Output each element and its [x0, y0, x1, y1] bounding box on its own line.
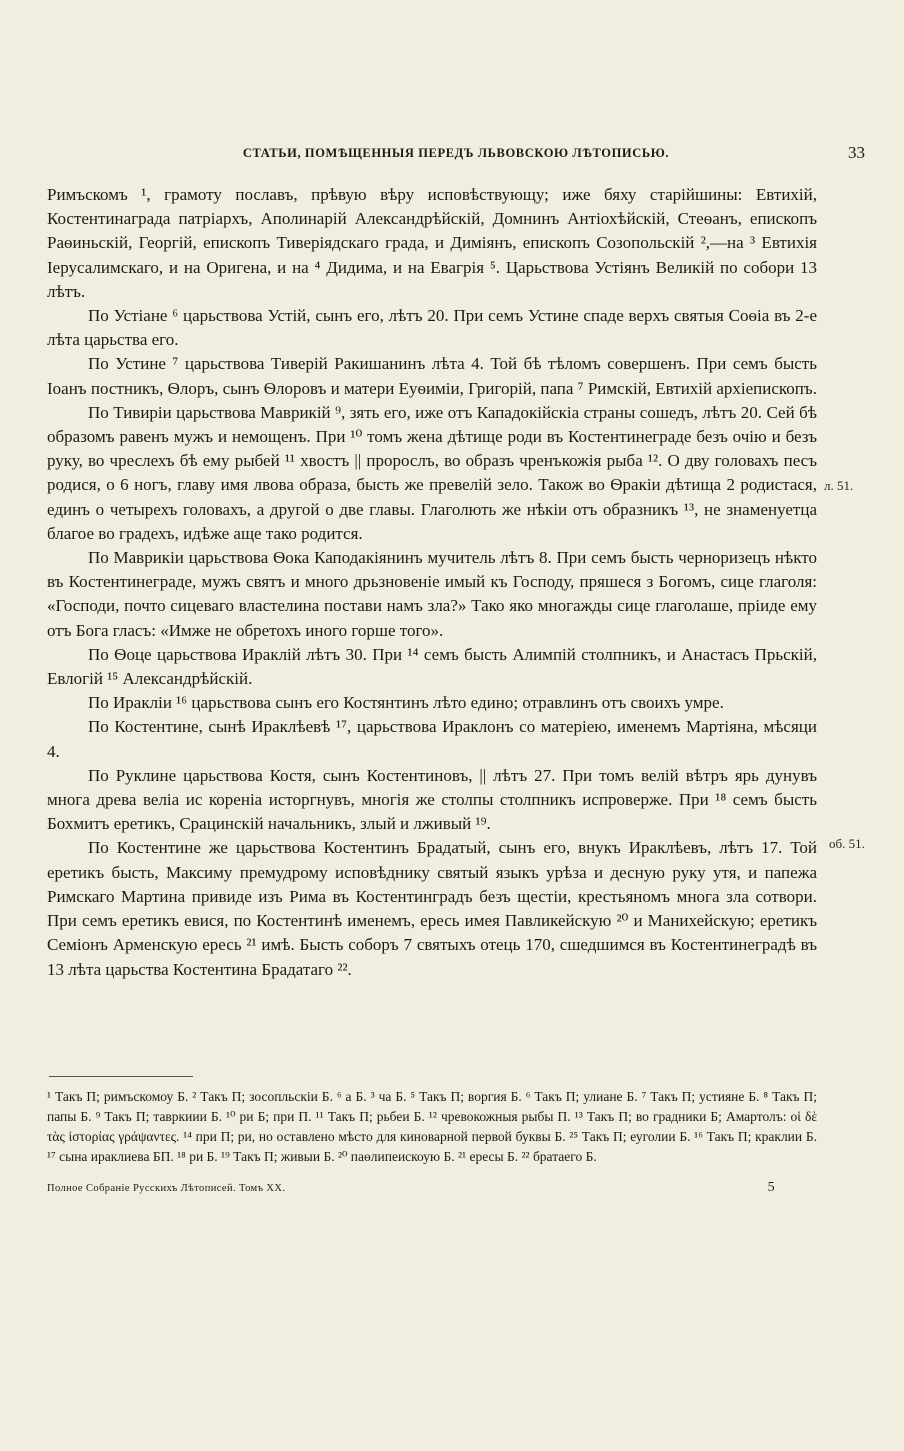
footnote-divider: [49, 1076, 193, 1077]
main-text: [47, 183, 817, 982]
paragraph: По Ѳоце царьствова Ираклій лѣтъ 30. При ¹⁴ семъ бысть Алимпій столпникъ, и Анастасъ Прьскій, Евлогій ¹⁵ Александрѣйскій.: [47, 644, 817, 689]
paragraph: По Тивиріи царьствова Маврикій ⁹, зять его, иже отъ Кападокійскіа страны сошедъ, лѣтъ 20. Сей бѣ образомъ равенъ мужъ и немощенъ. При ¹⁰ томъ жена дѣтище роди въ Костентинеграде безъ очію и безъ руку, во чреслехъ бѣ ему рыбей ¹¹ хвостъ || пророслъ, во образъ чренъкожія рыба ¹². О дву головахъ песъ родися, о 6 ногъ, главу имя лвова образа, бысть же превелій зело. Також во Ѳракіи дѣтища 2 родистася, единъ о четырехъ головахъ, а другой о две главы. Глаголють же нѣкіи отъ образникъ ¹³, не знаменуетца благое во градехъ, идѣже аще тако родится.: [47, 402, 817, 543]
paragraph: По Костентине же царьствова Костентинъ Брадатый, сынъ его, внукъ Ираклѣевъ, лѣтъ 17. Той еретикъ бысть, Максиму премудрому исповѣднику святый языкъ урѣза и десную руку утя, и папежа Римскаго Мартина привиде изъ Рима въ Костентинградъ безъ щестіи, крестьяномъ многа зла сотвори. При семъ еретикъ евися, по Костентинѣ именемъ, ересь имея Павликейскую ²⁰ и Манихейскую; еретикъ Семіонъ Арменскую ересь ²¹ имѣ. Бысть соборъ 7 святыхъ отець 170, сшедшимся въ Костентинеградѣ въ 13 лѣта царьства Костентина Брадатаго ²².: [47, 838, 817, 979]
paragraph: По Маврикіи царьствова Ѳока Каподакіянинъ мучитель лѣтъ 8. При семъ бысть черноризецъ нѣкто въ Костентинеграде, мужъ святъ и много дрьзновеніе имый къ Господу, пряшеся з Богомъ, сице глаголя: «Господи, почто сицеваго властелина постави намъ зла?» Тако яко многажды сице глаголаше, пріиде ему отъ Бога гласъ: «Имже не обретохъ иного горше того».: [47, 548, 817, 640]
footnote-text: ¹ Такъ П; римъскомоу Б. ² Такъ П; зосопльскіи Б. ⁶ а Б. ³ ча Б. ⁵ Такъ П; воргия Б. ⁶ Такъ П; улиане Б. ⁷ Такъ П; устияне Б. ⁸ Такъ П; папы Б. ⁹ Такъ П; тавркиии Б. ¹⁰ ри Б; при П. ¹¹ Такъ П; рьбеи Б. ¹² чревокожныя рыбы П. ¹³ Такъ П; во градники Б; Амартолъ: οἱ δὲ τὰς ἱστορίας γράψαντες. ¹⁴ при П; ри, но оставлено мѣсто для киноварной первой буквы Б. ²⁵ Такъ П; еуголии Б. ¹⁶ Такъ П; краклии Б. ¹⁷ сына ираклиева БП. ¹⁸ ри Б. ¹⁹ Такъ П; живыи Б. ²⁰ паѳлипеискоую Б. ²¹ ересы Б. ²² братаего Б.: [47, 1089, 817, 1164]
paragraph: По Иракліи ¹⁶ царьствова сынъ его Костянтинъ лѣто едино; отравлинъ отъ своихъ умре.: [88, 693, 724, 713]
running-header: [47, 143, 865, 168]
page-number: 33: [848, 143, 865, 162]
margin-note: об. 51.: [829, 836, 865, 851]
running-title: СТАТЬИ, ПОМѢЩЕННЫЯ ПЕРЕДЪ ЛЬВОВСКОЮ ЛѢТОПИСЬЮ.: [242, 146, 670, 160]
footnotes: [47, 1087, 817, 1167]
signature-mark: 5: [767, 1180, 775, 1195]
margin-note: л. 51.: [824, 478, 854, 493]
paragraph: Римъскомъ ¹, грамоту пославъ, прѣвую вѣру исповѣствующу; иже бяху старійшины: Евтихій, Костентинаграда патріархъ, Аполинарій Александрѣйскій, Домнинъ Антіохѣйскій, Стеѳанъ, епископъ Раѳиньскій, Георгій, епископъ Тиверіядскаго града, и Диміянъ, епископъ Созопольскій ²,—на ³ Евтихія Іерусалимскаго, и на Оригена, и на ⁴ Дидима, и на Евагрія ⁵. Царьствова Устіянъ Великій по собори 13 лѣтъ.: [47, 185, 817, 301]
paragraph: По Руклине царьствова Костя, сынъ Костентиновъ, || лѣтъ 27. При томъ велій вѣтръ ярь дунувъ многа древа веліа ис кореніа исторгнувъ, многія же столпы столпникъ испроверже. При ¹⁸ семъ бысть Бохмитъ еретикъ, Срацинскій начальникъ, злый и лживый ¹⁹.: [47, 765, 817, 834]
paragraph: По Устіане ⁶ царьствова Устій, сынъ его, лѣтъ 20. При семъ Устине спаде верхъ святыя Соѳіа въ 2-е лѣта царьства его.: [47, 306, 817, 350]
paragraph: По Устине ⁷ царьствова Тиверій Ракишанинъ лѣта 4. Той бѣ тѣломъ совершенъ. При семъ бысть Іоанъ постникъ, Ѳлоръ, сынъ Ѳлоровъ и матери Еуѳиміи, Григорій, папа ⁷ Римскій, Евтихій архіепископъ.: [47, 354, 817, 398]
series-title: Полное Собраніе Русскихъ Лѣтописей. Томъ XX.: [47, 1183, 286, 1194]
paragraph: По Костентине, сынѣ Ираклѣевѣ ¹⁷, царьствова Ираклонъ со матеріею, именемъ Мартіяна, мѣсяци 4.: [47, 717, 817, 761]
signature-line: [47, 1180, 775, 1195]
